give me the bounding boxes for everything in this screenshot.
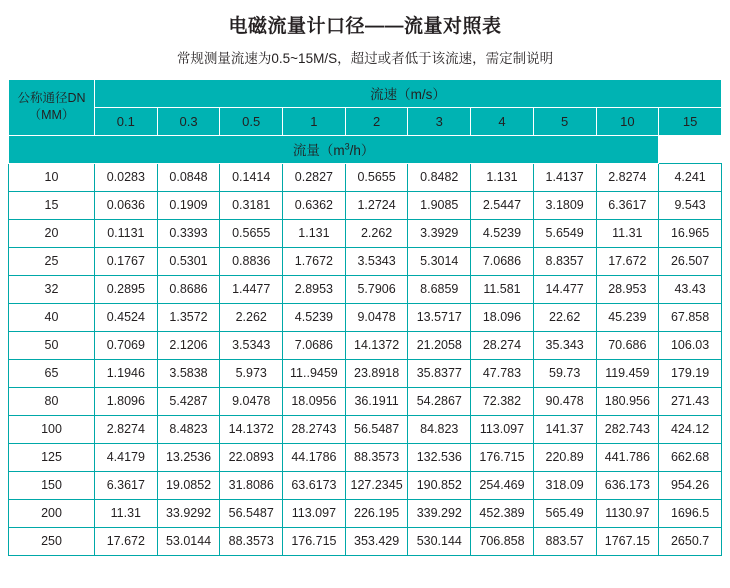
cell-flow-value: 6.3617 [95,471,158,499]
table-row [9,415,722,443]
table-row [9,499,722,527]
cell-dn: 80 [9,387,95,415]
cell-flow-value: 56.5487 [345,415,408,443]
cell-dn: 50 [9,331,95,359]
cell-flow-value: 0.5301 [157,247,220,275]
cell-flow-value: 0.1909 [157,191,220,219]
cell-flow-value: 190.852 [408,471,471,499]
table-row [9,471,722,499]
cell-flow-value: 254.469 [471,471,534,499]
header-speed-value: 0.5 [220,107,283,135]
cell-flow-value: 0.0283 [95,163,158,191]
cell-flow-value: 0.3393 [157,219,220,247]
cell-flow-value: 1.7672 [283,247,346,275]
cell-flow-value: 180.956 [596,387,659,415]
cell-flow-value: 36.1911 [345,387,408,415]
cell-flow-value: 22.62 [533,303,596,331]
cell-flow-value: 706.858 [471,527,534,555]
cell-flow-value: 0.8836 [220,247,283,275]
cell-flow-value: 0.3181 [220,191,283,219]
cell-flow-value: 106.03 [659,331,722,359]
table-header-row-flow [9,135,722,163]
cell-flow-value: 4.5239 [471,219,534,247]
cell-flow-value: 0.1767 [95,247,158,275]
header-flow-prefix: 流量（m [292,143,345,159]
cell-flow-value: 13.5717 [408,303,471,331]
table-row [9,527,722,555]
table-row [9,275,722,303]
cell-flow-value: 7.0686 [471,247,534,275]
cell-flow-value: 3.3929 [408,219,471,247]
header-flow-group [9,135,659,163]
cell-flow-value: 5.973 [220,359,283,387]
cell-flow-value: 21.2058 [408,331,471,359]
cell-flow-value: 16.965 [659,219,722,247]
header-speed-value: 0.1 [95,107,158,135]
cell-flow-value: 1.4137 [533,163,596,191]
cell-dn: 40 [9,303,95,331]
cell-flow-value: 662.68 [659,443,722,471]
cell-flow-value: 5.7906 [345,275,408,303]
cell-flow-value: 22.0893 [220,443,283,471]
cell-flow-value: 0.1414 [220,163,283,191]
cell-flow-value: 13.2536 [157,443,220,471]
cell-flow-value: 1.131 [471,163,534,191]
cell-flow-value: 3.5838 [157,359,220,387]
cell-dn: 150 [9,471,95,499]
cell-flow-value: 1.131 [283,219,346,247]
cell-flow-value: 18.096 [471,303,534,331]
header-speed-value: 1 [283,107,346,135]
header-dn-line2: （MM） [28,108,75,123]
cell-flow-value: 2.8274 [95,415,158,443]
cell-dn: 125 [9,443,95,471]
cell-flow-value: 8.8357 [533,247,596,275]
cell-flow-value: 1.3572 [157,303,220,331]
cell-flow-value: 11.31 [95,499,158,527]
cell-flow-value: 35.343 [533,331,596,359]
cell-flow-value: 23.8918 [345,359,408,387]
cell-flow-value: 44.1786 [283,443,346,471]
cell-flow-value: 0.1131 [95,219,158,247]
cell-flow-value: 43.43 [659,275,722,303]
cell-flow-value: 0.4524 [95,303,158,331]
cell-flow-value: 28.2743 [283,415,346,443]
cell-flow-value: 56.5487 [220,499,283,527]
cell-flow-value: 70.686 [596,331,659,359]
cell-flow-value: 4.4179 [95,443,158,471]
header-speed-value: 10 [596,107,659,135]
cell-dn: 10 [9,163,95,191]
header-dn-label [9,79,95,135]
cell-flow-value: 17.672 [95,527,158,555]
table-row [9,219,722,247]
cell-flow-value: 1.8096 [95,387,158,415]
cell-flow-value: 113.097 [283,499,346,527]
table-row [9,387,722,415]
cell-flow-value: 84.823 [408,415,471,443]
cell-flow-value: 72.382 [471,387,534,415]
cell-flow-value: 14.477 [533,275,596,303]
cell-flow-value: 5.3014 [408,247,471,275]
page-title: 电磁流量计口径——流量对照表 [228,16,502,37]
cell-flow-value: 226.195 [345,499,408,527]
header-flow-sup: 3 [344,141,350,152]
header-speed-value: 5 [533,107,596,135]
cell-dn: 250 [9,527,95,555]
header-speed-value: 3 [408,107,471,135]
cell-flow-value: 141.37 [533,415,596,443]
cell-flow-value: 90.478 [533,387,596,415]
header-speed-value: 4 [471,107,534,135]
cell-flow-value: 8.4823 [157,415,220,443]
cell-flow-value: 47.783 [471,359,534,387]
cell-flow-value: 63.6173 [283,471,346,499]
cell-flow-value: 2.262 [345,219,408,247]
cell-flow-value: 176.715 [471,443,534,471]
cell-flow-value: 3.5343 [220,331,283,359]
cell-dn: 100 [9,415,95,443]
table-row [9,163,722,191]
cell-flow-value: 7.0686 [283,331,346,359]
cell-flow-value: 1130.97 [596,499,659,527]
cell-flow-value: 1767.15 [596,527,659,555]
cell-flow-value: 119.459 [596,359,659,387]
table-row [9,191,722,219]
cell-flow-value: 5.4287 [157,387,220,415]
cell-flow-value: 14.1372 [345,331,408,359]
cell-flow-value: 530.144 [408,527,471,555]
table-row [9,331,722,359]
cell-dn: 200 [9,499,95,527]
cell-flow-value: 18.0956 [283,387,346,415]
cell-dn: 65 [9,359,95,387]
table-header-row-speed [9,79,722,107]
cell-flow-value: 33.9292 [157,499,220,527]
cell-flow-value: 1696.5 [659,499,722,527]
cell-flow-value: 282.743 [596,415,659,443]
cell-flow-value: 19.0852 [157,471,220,499]
cell-flow-value: 11.581 [471,275,534,303]
cell-flow-value: 35.8377 [408,359,471,387]
cell-flow-value: 452.389 [471,499,534,527]
cell-flow-value: 0.2895 [95,275,158,303]
cell-flow-value: 2.1206 [157,331,220,359]
cell-flow-value: 26.507 [659,247,722,275]
cell-flow-value: 53.0144 [157,527,220,555]
cell-flow-value: 0.7069 [95,331,158,359]
cell-flow-value: 11.31 [596,219,659,247]
cell-flow-value: 441.786 [596,443,659,471]
cell-flow-value: 2.262 [220,303,283,331]
cell-flow-value: 2650.7 [659,527,722,555]
cell-flow-value: 5.6549 [533,219,596,247]
cell-flow-value: 1.9085 [408,191,471,219]
cell-flow-value: 28.274 [471,331,534,359]
cell-dn: 32 [9,275,95,303]
cell-flow-value: 353.429 [345,527,408,555]
cell-flow-value: 954.26 [659,471,722,499]
cell-flow-value: 1.1946 [95,359,158,387]
cell-flow-value: 9.543 [659,191,722,219]
cell-flow-value: 1.2724 [345,191,408,219]
cell-flow-value: 339.292 [408,499,471,527]
cell-flow-value: 176.715 [283,527,346,555]
cell-flow-value: 2.8953 [283,275,346,303]
cell-flow-value: 45.239 [596,303,659,331]
cell-flow-value: 424.12 [659,415,722,443]
table-header-row-speed-values [9,107,722,135]
cell-flow-value: 132.536 [408,443,471,471]
cell-flow-value: 1.4477 [220,275,283,303]
cell-flow-value: 0.2827 [283,163,346,191]
cell-flow-value: 0.8482 [408,163,471,191]
cell-flow-value: 9.0478 [220,387,283,415]
cell-flow-value: 4.5239 [283,303,346,331]
table-row [9,247,722,275]
cell-flow-value: 4.241 [659,163,722,191]
cell-flow-value: 2.8274 [596,163,659,191]
cell-flow-value: 6.3617 [596,191,659,219]
cell-flow-value: 636.173 [596,471,659,499]
cell-flow-value: 179.19 [659,359,722,387]
cell-flow-value: 0.0848 [157,163,220,191]
cell-flow-value: 0.5655 [220,219,283,247]
cell-flow-value: 31.8086 [220,471,283,499]
cell-flow-value: 0.6362 [283,191,346,219]
cell-flow-value: 0.8686 [157,275,220,303]
page-subtitle: 常规测量流速为0.5~15M/S，超过或者低于该流速，需定制说明 [176,50,554,66]
table-row [9,443,722,471]
cell-dn: 15 [9,191,95,219]
cell-flow-value: 127.2345 [345,471,408,499]
header-speed-group: 流速（m/s） [95,79,722,107]
cell-flow-value: 0.0636 [95,191,158,219]
header-speed-value: 0.3 [157,107,220,135]
flow-comparison-table [8,79,722,556]
cell-flow-value: 271.43 [659,387,722,415]
cell-flow-value: 88.3573 [220,527,283,555]
cell-flow-value: 88.3573 [345,443,408,471]
cell-flow-value: 113.097 [471,415,534,443]
cell-dn: 25 [9,247,95,275]
header-speed-value: 15 [659,107,722,135]
cell-flow-value: 3.1809 [533,191,596,219]
header-speed-value: 2 [345,107,408,135]
cell-flow-value: 220.89 [533,443,596,471]
cell-flow-value: 59.73 [533,359,596,387]
cell-flow-value: 2.5447 [471,191,534,219]
cell-flow-value: 11..9459 [283,359,346,387]
cell-flow-value: 8.6859 [408,275,471,303]
header-flow-suffix: /h） [349,143,375,159]
cell-flow-value: 883.57 [533,527,596,555]
cell-flow-value: 3.5343 [345,247,408,275]
cell-dn: 20 [9,219,95,247]
header-dn-line1: 公称通径DN [17,91,86,106]
cell-flow-value: 17.672 [596,247,659,275]
cell-flow-value: 9.0478 [345,303,408,331]
table-row [9,359,722,387]
cell-flow-value: 14.1372 [220,415,283,443]
table-row [9,303,722,331]
cell-flow-value: 318.09 [533,471,596,499]
cell-flow-value: 0.5655 [345,163,408,191]
cell-flow-value: 67.858 [659,303,722,331]
cell-flow-value: 565.49 [533,499,596,527]
cell-flow-value: 28.953 [596,275,659,303]
cell-flow-value: 54.2867 [408,387,471,415]
